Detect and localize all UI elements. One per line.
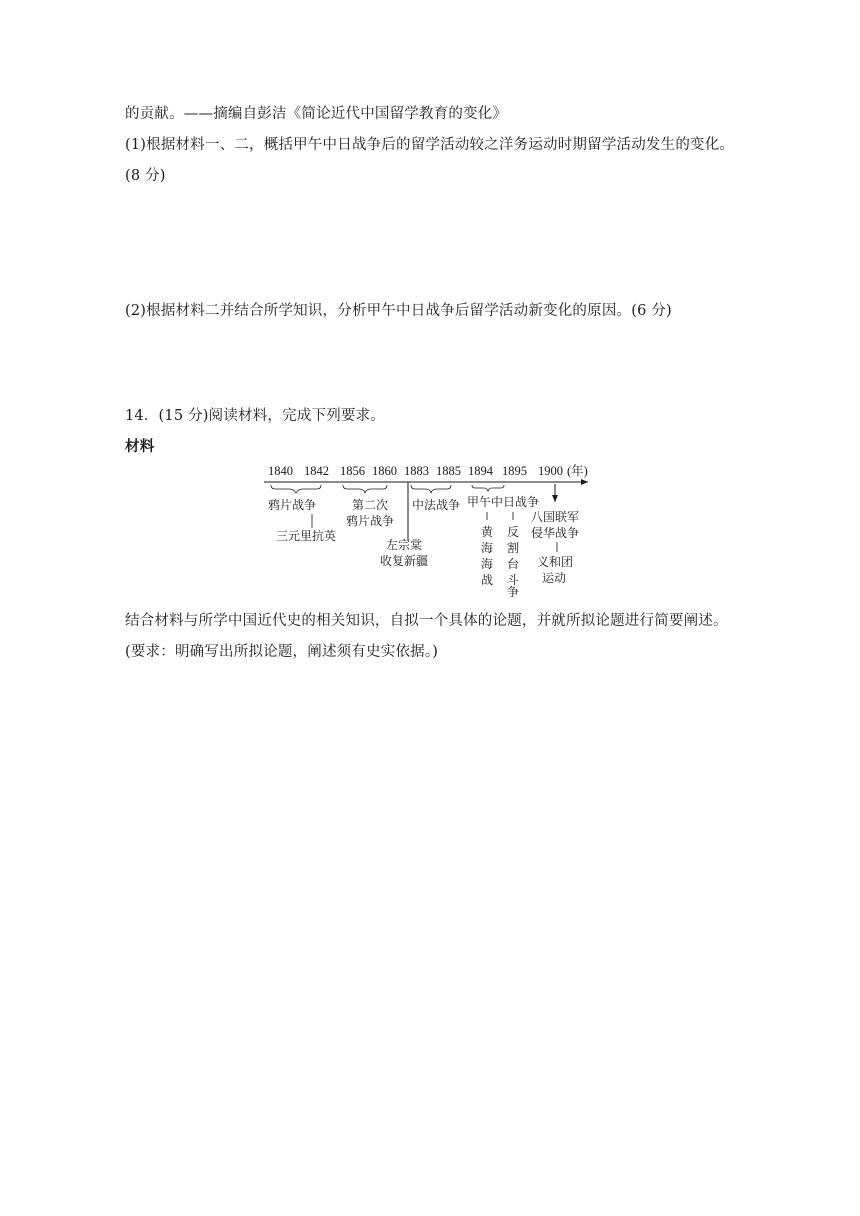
brace-sino-japanese-war	[472, 485, 504, 491]
event-eight-nation-line1: 八国联军	[531, 510, 580, 524]
timeline-year-1900: 1900	[538, 464, 563, 478]
event-anti-cession-char-5: 争	[507, 585, 520, 598]
event-anti-cession-char-2: 割	[507, 541, 520, 555]
event-second-opium-war-line2: 鸦片战争	[346, 514, 395, 528]
material-label: 材料	[125, 438, 155, 455]
event-zuo-line2: 收复新疆	[380, 554, 429, 568]
event-second-opium-war-line1: 第二次	[352, 498, 389, 512]
event-boxer-line1: 义和团	[537, 555, 574, 569]
event-sanyuanli: 三元里抗英	[276, 529, 337, 543]
timeline-year-1885: 1885	[436, 464, 461, 478]
event-yellow-sea-char-4: 战	[481, 573, 494, 587]
question-14-heading: 14．(15 分)阅读材料，完成下列要求。	[125, 408, 386, 424]
event-sino-japanese-war: 甲午中日战争	[467, 495, 540, 509]
brace-opium-war	[271, 485, 321, 493]
brace-second-opium-war	[343, 485, 387, 493]
question-13-1-score: (8 分)	[125, 168, 166, 184]
brace-sino-french-war	[411, 485, 451, 493]
question-14-prompt: 结合材料与所学中国近代史的相关知识，自拟一个具体的论题，并就所拟论题进行简要阐述。	[125, 613, 728, 629]
event-anti-cession-char-1: 反	[507, 525, 520, 539]
question-13-1: (1)根据材料一、二，概括甲午中日战争后的留学活动较之洋务运动时期留学活动发生的变化。	[125, 137, 735, 153]
event-boxer-line2: 运动	[542, 571, 567, 585]
event-eight-nation-line2: 侵华战争	[531, 526, 580, 540]
event-opium-war: 鸦片战争	[268, 498, 317, 512]
event-anti-cession-char-3: 台	[507, 557, 520, 571]
timeline-year-1895: 1895	[502, 464, 527, 478]
timeline-year-1856: 1856	[340, 464, 365, 478]
timeline-year-1883: 1883	[404, 464, 429, 478]
timeline-year-1860: 1860	[372, 464, 397, 478]
timeline-year-1840: 1840	[268, 464, 293, 478]
timeline-year-1842: 1842	[304, 464, 329, 478]
timeline-year-unit: (年)	[567, 464, 588, 478]
event-anti-cession-char-4: 斗	[507, 573, 520, 587]
event-zuo-line1: 左宗棠	[386, 538, 423, 552]
question-13-2: (2)根据材料二并结合所学知识，分析甲午中日战争后留学活动新变化的原因。(6 分)	[125, 303, 672, 319]
question-14-requirement: (要求：明确写出所拟论题，阐述须有史实依据。)	[125, 644, 439, 660]
event-sino-french-war: 中法战争	[412, 498, 461, 512]
timeline-figure	[262, 458, 602, 598]
timeline-year-1894: 1894	[468, 464, 493, 478]
event-yellow-sea-char-2: 海	[481, 541, 494, 555]
source-citation: 的贡献。——摘编自彭洁《简论近代中国留学教育的变化》	[125, 106, 508, 122]
event-yellow-sea-char-1: 黄	[481, 525, 494, 539]
event-yellow-sea-char-3: 海	[481, 557, 494, 571]
